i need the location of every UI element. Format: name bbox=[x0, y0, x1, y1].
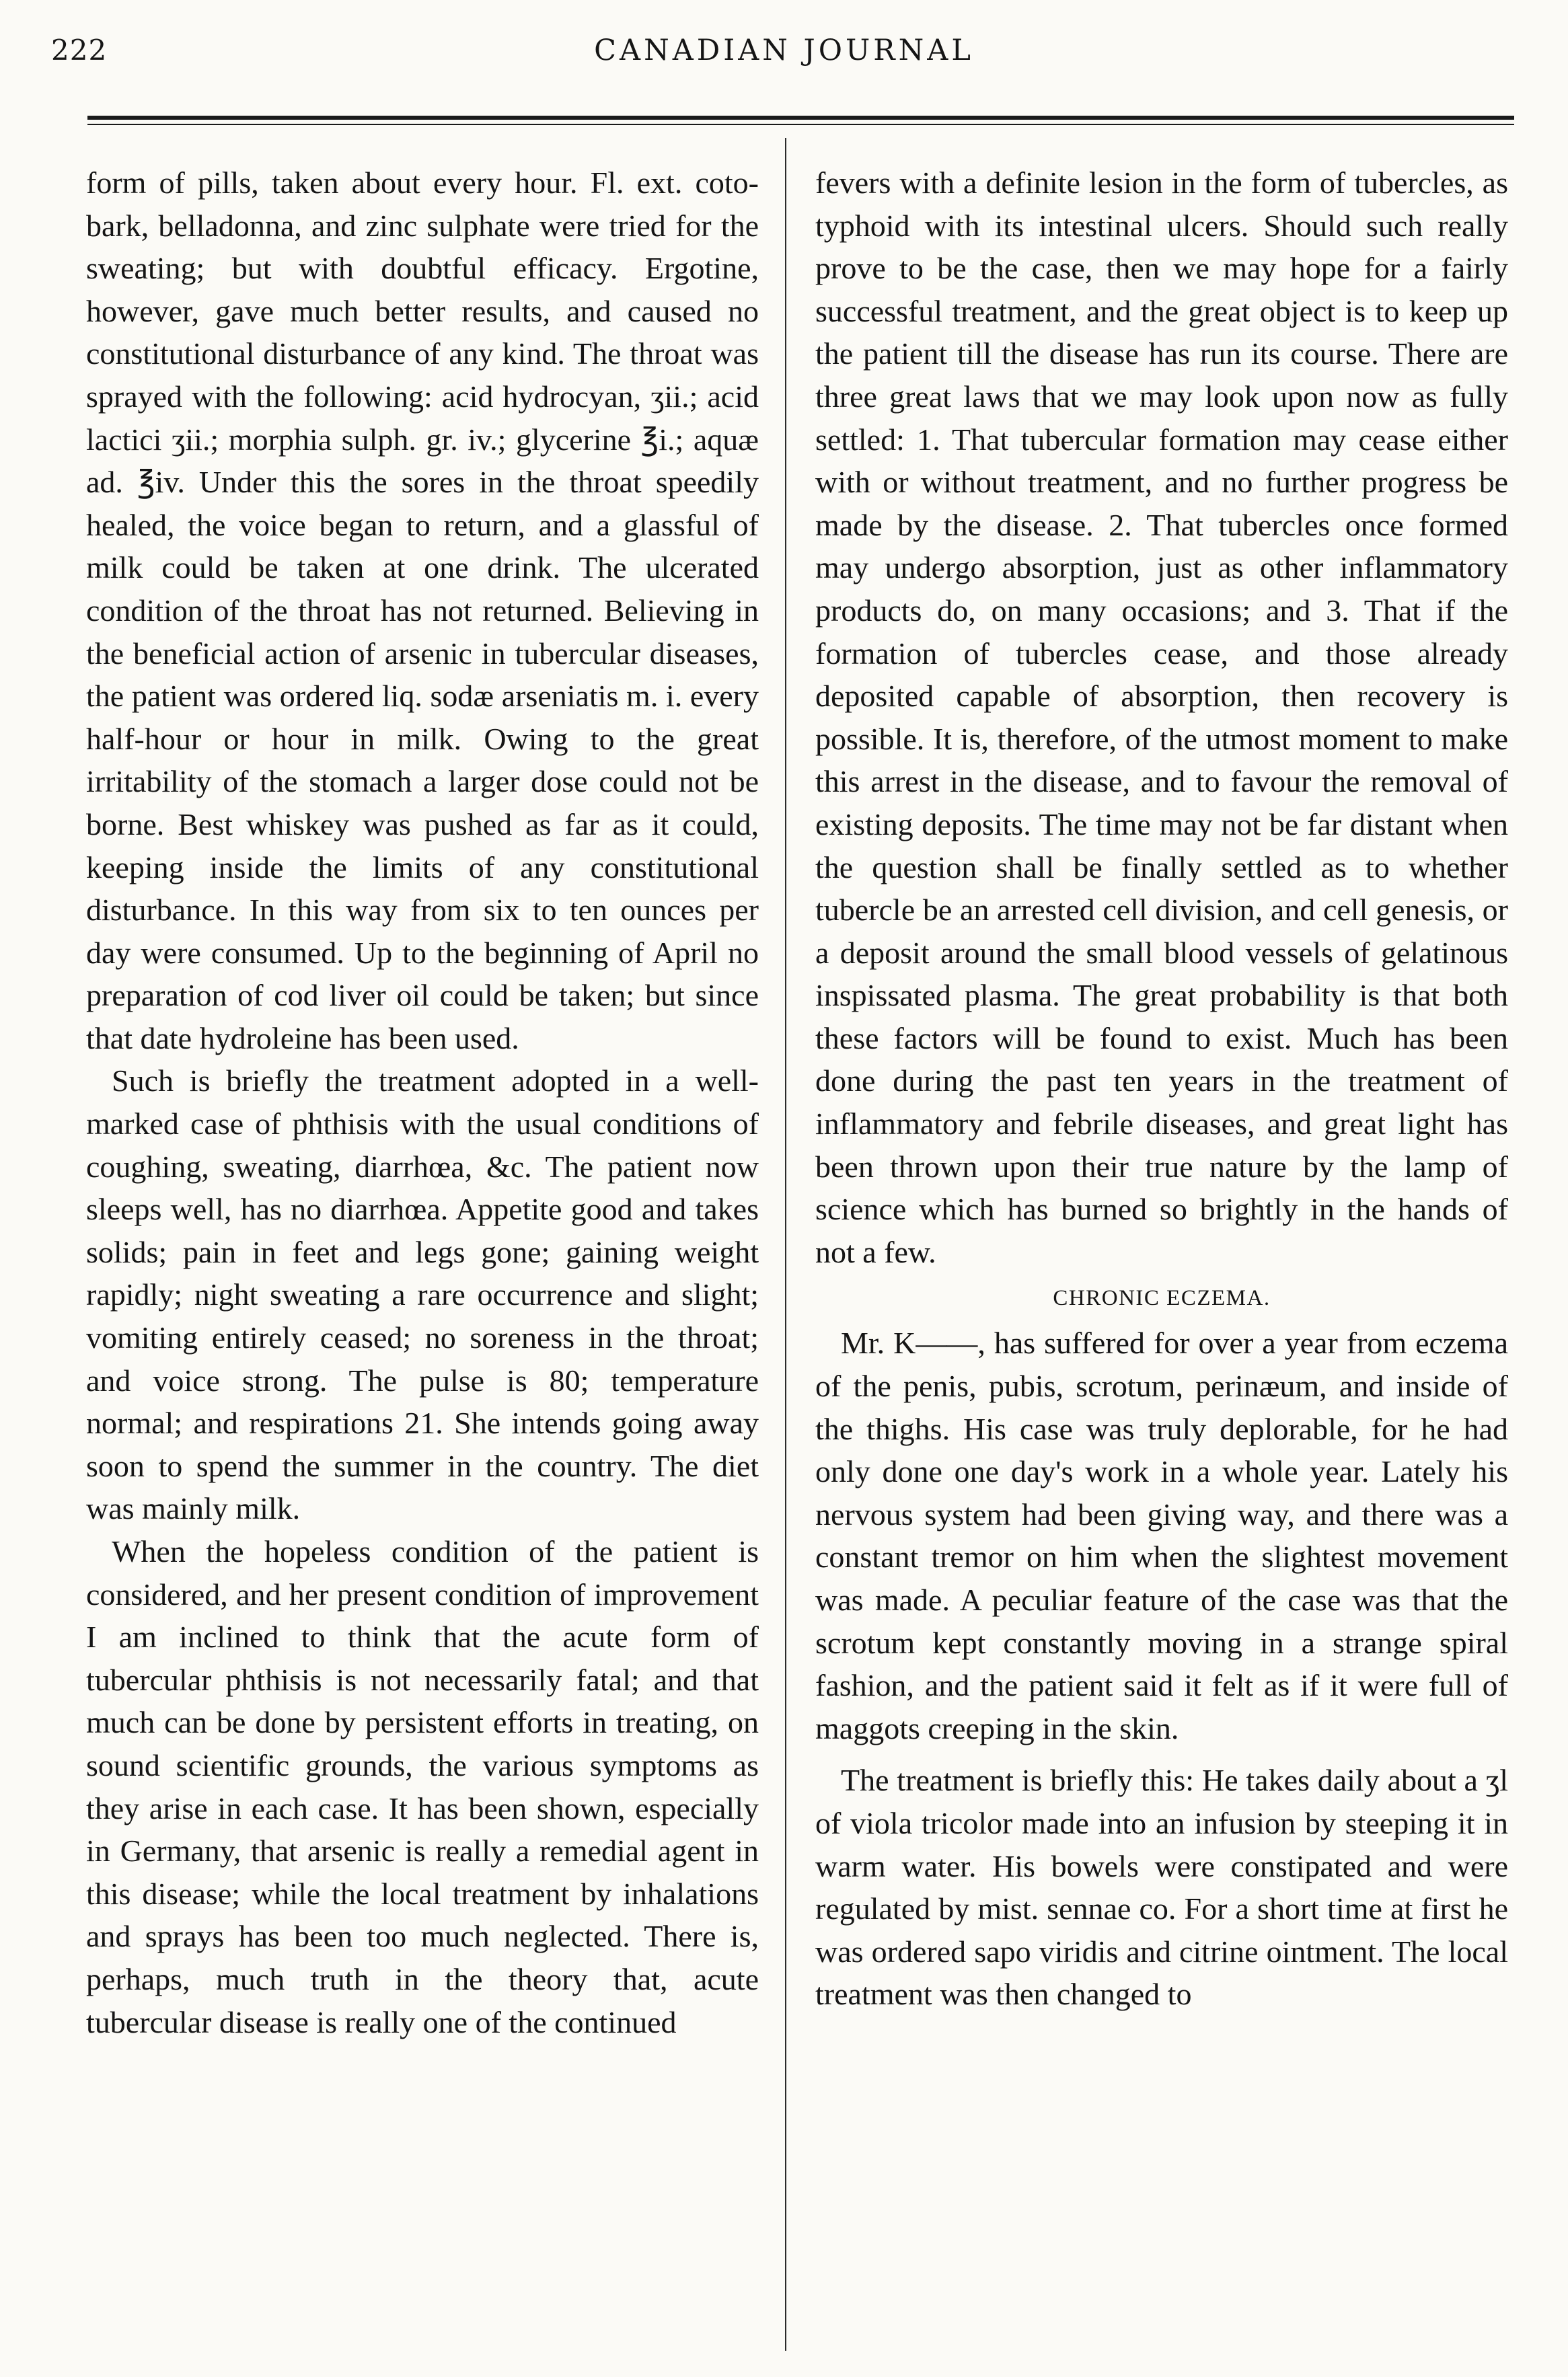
right-column bbox=[815, 161, 1508, 2016]
right-paragraph-2: Mr. K——, has suffered for over a year from eczema of the penis, pubis, scrotum, perinæum, and inside of the thighs. His case was truly deplorable, for he had only done one day's work in a whole year. Lately his nervous system had been giving way, and there was a constant tremor on him when the slightest movement was made. A peculiar feature of the case was that the scrotum kept constantly moving in a strange spiral fashion, and the patient said it felt as if it were full of maggots creeping in the skin. bbox=[815, 1326, 1508, 1745]
left-paragraph-3: When the hopeless condition of the patient is considered, and her present condition of improvement I am inclined to think that the acute form of tubercular phthisis is not necessarily fatal; and that much can be done by persistent efforts in treating, on sound scientific grounds, the various symptoms as they arise in each case. It has been shown, especially in Germany, that arsenic is really a remedial agent in this disease; while the local treatment by inhalations and sprays has been too much neglected. There is, perhaps, much truth in the theory that, acute tubercular disease is really one of the continued bbox=[86, 1534, 759, 2039]
left-paragraph-2: Such is briefly the treatment adopted in a well-marked case of phthisis with the usual conditions of coughing, sweating, diarrhœa, &c. The patient now sleeps well, has no diarrhœa. Appetite good and takes solids; pain in feet and legs gone; gaining weight rapidly; night sweating a rare occurrence and slight; vomiting entirely ceased; no soreness in the throat; and voice strong. The pulse is 80; temperature normal; and respirations 21. She intends going away soon to spend the summer in the country. The diet was mainly milk. bbox=[86, 1063, 759, 1526]
right-paragraph-3: The treatment is briefly this: He takes daily about a ʒl of viola tricolor made into an infusion by steeping it in warm water. His bowels were constipated and were regulated by mist. sennae co. For a short time at first he was ordered sapo viridis and citrine ointment. The local treatment was then changed to bbox=[815, 1763, 1508, 2012]
column-divider bbox=[785, 138, 786, 2351]
header-rule-thin bbox=[87, 124, 1514, 125]
header-rule-thick bbox=[87, 116, 1514, 120]
left-column bbox=[86, 161, 759, 2043]
right-paragraph-1: fevers with a definite lesion in the form of tubercles, as typhoid with its intestinal ulcers. Should such really prove to be the case, then we may hope for a fairly successful treatment, and the great object is to keep up the patient till the disease has run its course. There are three great laws that we may look upon now as fully settled: 1. That tubercular formation may cease either with or without treatment, and no further progress be made by the disease. 2. That tubercles once formed may undergo absorption, just as other inflammatory products do, on many occasions; and 3. That if the formation of tubercles cease, and those already deposited capable of absorption, then recovery is possible. It is, therefore, of the utmost moment to make this arrest in the disease, and to favour the removal of existing deposits. The time may not be far distant when the question shall be finally settled as to whether tubercle be an arrested cell division, and cell genesis, or a deposit around the small blood vessels of gelatinous inspissated plasma. The great probability is that both these factors will be found to exist. Much has been done during the past ten years in the treatment of inflammatory and febrile diseases, and great light has been thrown upon their true nature by the lamp of science which has burned so brightly in the hands of not a few. bbox=[815, 165, 1508, 1269]
left-paragraph-1: form of pills, taken about every hour. Fl. ext. coto-bark, belladonna, and zinc sulphate were tried for the sweating; but with doubtful efficacy. Ergotine, however, gave much better results, and caused no constitutional disturbance of any kind. The throat was sprayed with the following: acid hydrocyan, ʒii.; acid lactici ʒii.; morphia sulph. gr. iv.; glycerine ℥i.; aquæ ad. ℥iv. Under this the sores in the throat speedily healed, the voice began to return, and a glassful of milk could be taken at one drink. The ulcerated condition of the throat has not returned. Believing in the beneficial action of arsenic in tubercular diseases, the patient was ordered liq. sodæ arseniatis m. i. every half-hour or hour in milk. Owing to the great irritability of the stomach a larger dose could not be borne. Best whiskey was pushed as far as it could, keeping inside the limits of any constitutional disturbance. In this way from six to ten ounces per day were consumed. Up to the beginning of April no preparation of cod liver oil could be taken; but since that date hydroleine has been used. bbox=[86, 165, 759, 1055]
running-head: CANADIAN JOURNAL bbox=[594, 34, 974, 67]
section-heading: CHRONIC ECZEMA. bbox=[1053, 1286, 1271, 1311]
page-number: 222 bbox=[51, 34, 108, 67]
